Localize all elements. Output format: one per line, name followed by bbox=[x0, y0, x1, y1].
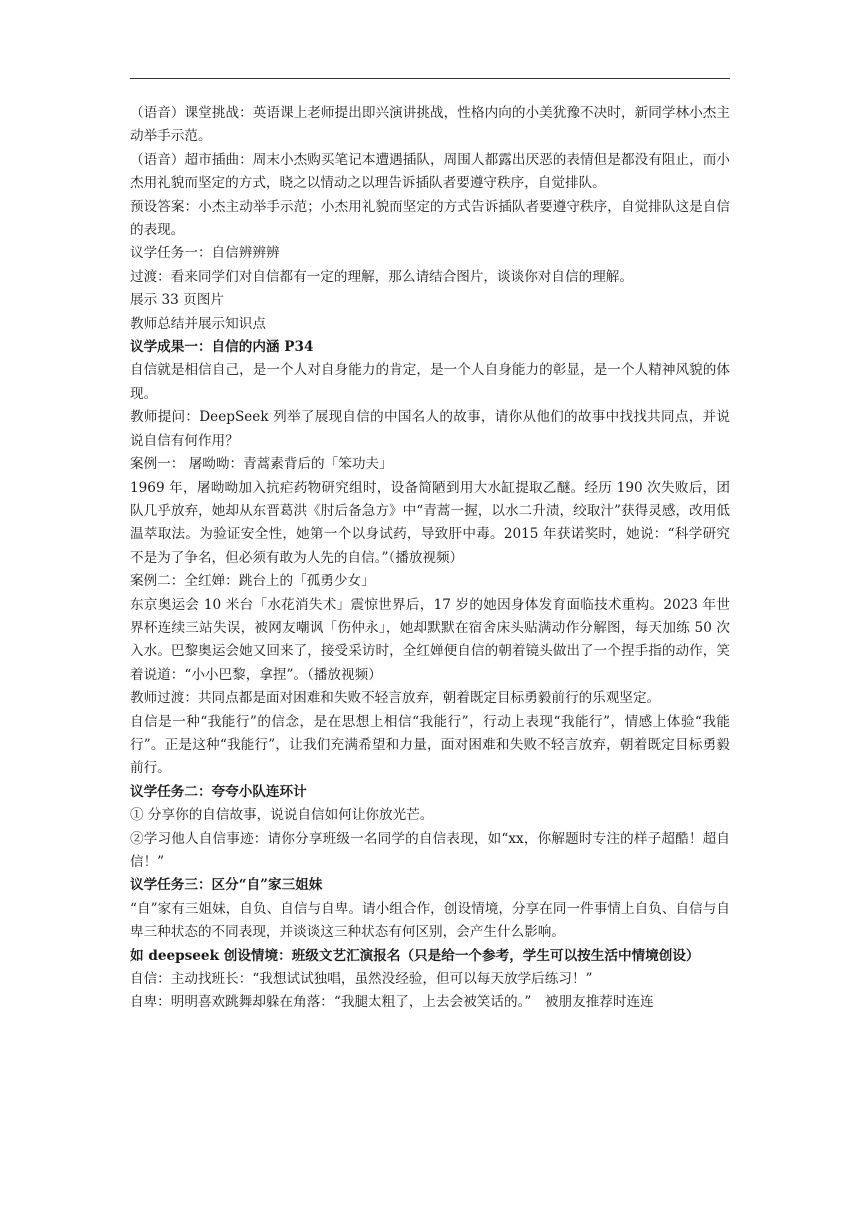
paragraph: 自信是一种“我能行”的信念，是在思想上相信“我能行”，行动上表现“我能行”，情感上体验“我能行”。正是这种“我能行”，让我们充满希望和力量，面对困难和失败不轻言放弃，朝着既定目标勇毅前行。 bbox=[130, 713, 730, 777]
paragraph: 展示 33 页图片 bbox=[130, 292, 224, 309]
paragraph: 1969 年，屠呦呦加入抗疟药物研究组时，设备简陋到用大水缸提取乙醚。经历 190 次失败后，团队几乎放弃，她却从东晋葛洪《肘后备急方》中“青蒿一握，以水二升渍，绞取汁”获得灵感，改用低温萃取法。为验证安全性，她第一个以身试药，导致肝中毒。2015 年获诺奖时，她说：“科学研究不是为了争名，但必须有敢为人先的自信。”（播放视频） bbox=[130, 479, 730, 566]
paragraph: （语音）超市插曲：周末小杰购买笔记本遭遇插队，周围人都露出厌恶的表情但是都没有阻止，而小杰用礼貌而坚定的方式，晓之以情动之以理告诉插队者要遵守秩序，自觉排队。 bbox=[130, 151, 730, 192]
section-heading: 议学任务二：夸夸小队连环计 bbox=[130, 783, 307, 800]
section-heading: 议学任务三：区分“自”家三姐妹 bbox=[130, 877, 323, 894]
paragraph: 自信：主动找班长：“我想试试独唱，虽然没经验，但可以每天放学后练习！” bbox=[130, 971, 593, 988]
paragraph: ① 分享你的自信故事，说说自信如何让你放光芒。 bbox=[130, 807, 434, 824]
paragraph: （语音）课堂挑战：英语课上老师提出即兴演讲挑战，性格内向的小美犹豫不决时，新同学林小杰主动举手示范。 bbox=[130, 105, 730, 145]
paragraph: 教师总结并展示知识点 bbox=[130, 315, 266, 332]
paragraph: 案例一： 屠呦呦：青蒿素背后的「笨功夫」 bbox=[130, 456, 393, 473]
paragraph: 自卑：明明喜欢跳舞却躲在角落：“我腿太粗了，上去会被笑话的。” 被朋友推荐时连连 bbox=[130, 994, 654, 1011]
paragraph: 自信就是相信自己，是一个人对自身能力的肯定，是一个人自身能力的彰显，是一个人精神风貌的体现。 bbox=[130, 362, 730, 402]
paragraph: 教师提问：DeepSeek 列举了展现自信的中国名人的故事，请你从他们的故事中找找共同点，并说说自信有何作用？ bbox=[130, 409, 730, 449]
header-rule bbox=[130, 78, 730, 79]
paragraph: 过渡：看来同学们对自信都有一定的理解，那么请结合图片，谈谈你对自信的理解。 bbox=[130, 268, 633, 285]
paragraph: 议学任务一：自信辨辨辨 bbox=[130, 245, 280, 262]
section-heading: 议学成果一：自信的内涵 P34 bbox=[130, 339, 314, 356]
paragraph: 预设答案：小杰主动举手示范；小杰用礼貌而坚定的方式告诉插队者要遵守秩序，自觉排队这是自信的表现。 bbox=[130, 198, 730, 239]
document-body bbox=[130, 102, 730, 1015]
paragraph: “自”家有三姐妹，自负、自信与自卑。请小组合作，创设情境，分享在同一件事情上自负、自信与自卑三种状态的不同表现，并谈谈这三种状态有何区别，会产生什么影响。 bbox=[130, 900, 730, 941]
paragraph: ②学习他人自信事迹：请你分享班级一名同学的自信表现，如“xx，你解题时专注的样子超酷！超自信！” bbox=[130, 830, 730, 870]
paragraph: 东京奥运会 10 米台「水花消失术」震惊世界后，17 岁的她因身体发育面临技术重构。2023 年世界杯连续三站失误，被网友嘲讽「伤仲永」，她却默默在宿舍床头贴满动作分解图，每天加练 50 次入水。巴黎奥运会她又回来了，接受采访时，全红婵便自信的朝着镜头做出了一个捏手指的动作，笑着说道：“小小巴黎，拿捏”。（播放视频） bbox=[130, 596, 730, 683]
paragraph: 案例二：全红婵：跳台上的「孤勇少女」 bbox=[130, 573, 375, 590]
section-heading: 如 deepseek 创设情境：班级文艺汇演报名（只是给一个参考，学生可以按生活中情境创设） bbox=[130, 947, 700, 964]
paragraph: 教师过渡：共同点都是面对困难和失败不轻言放弃，朝着既定目标勇毅前行的乐观坚定。 bbox=[130, 690, 661, 707]
